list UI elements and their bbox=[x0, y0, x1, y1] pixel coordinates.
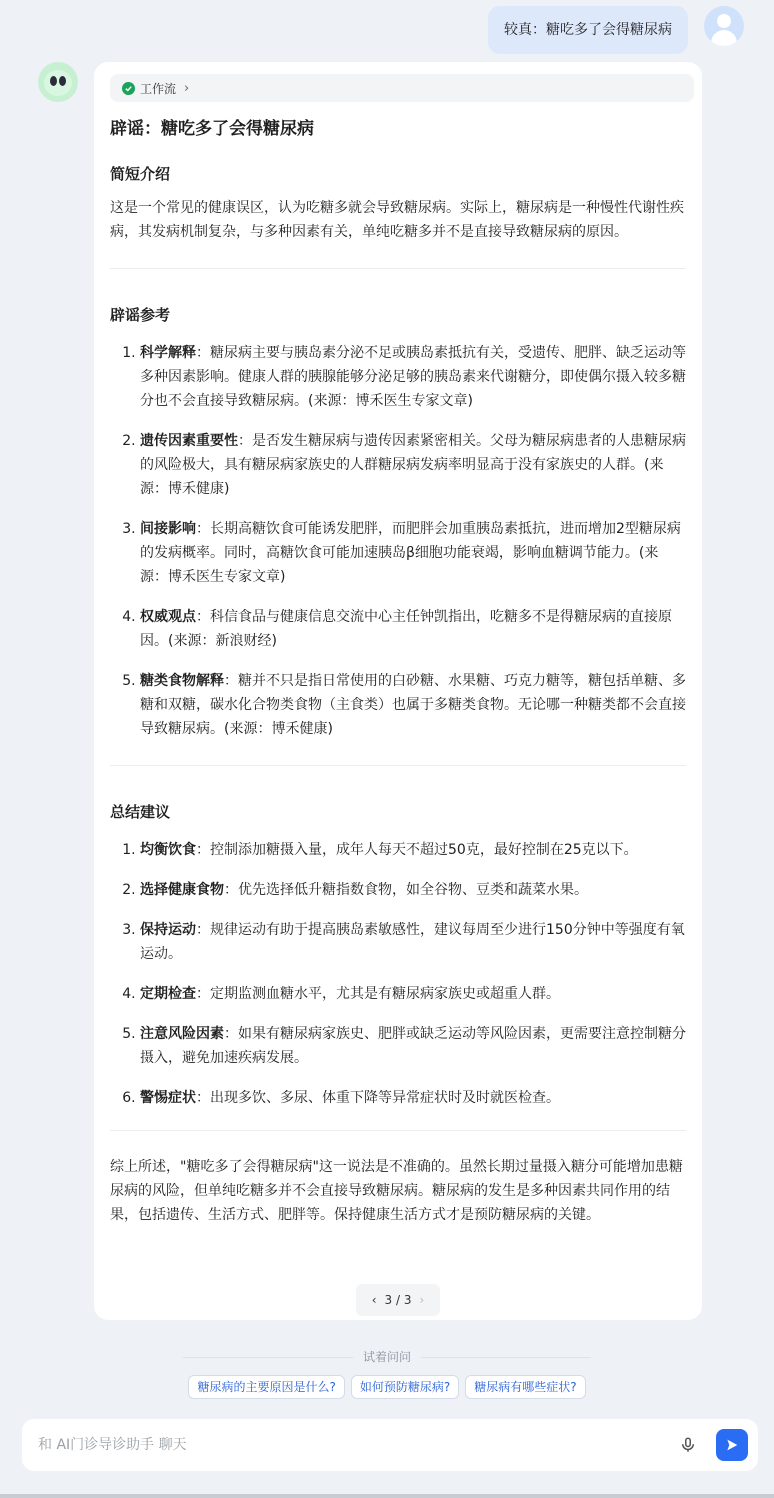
suggestion-chips bbox=[0, 1375, 774, 1399]
refs-list bbox=[110, 341, 686, 741]
advice-heading: 总结建议 bbox=[110, 803, 171, 821]
window-bottom-edge bbox=[0, 1494, 774, 1498]
list-item: 5. 糖类食物解释：糖并不只是指日常使用的白砂糖、水果糖、巧克力糖等，糖包括单糖、多糖和双糖，碳水化合物类食物（主食类）也属于多糖类食物。无论哪一种糖类都不会直接导致糖尿病。(来源：博禾健康) bbox=[140, 669, 686, 741]
suggestion-chip[interactable]: 糖尿病的主要原因是什么? bbox=[188, 1375, 344, 1399]
response-pager bbox=[356, 1284, 440, 1316]
chevron-right-icon: › bbox=[184, 80, 190, 96]
intro-text: 这是一个常见的健康误区，认为吃糖多就会导致糖尿病。实际上，糖尿病是一种慢性代谢性疾病，其发病机制复杂，与多种因素有关，单纯吃糖多并不是直接导致糖尿病的原因。 bbox=[110, 200, 684, 240]
list-item: 5. 注意风险因素：如果有糖尿病家族史、肥胖或缺乏运动等风险因素，更需要注意控制糖分摄入，避免加速疾病发展。 bbox=[140, 1022, 686, 1070]
bot-response-card bbox=[94, 62, 702, 1320]
workflow-toggle[interactable] bbox=[110, 74, 694, 102]
workflow-label: 工作流 bbox=[140, 81, 177, 96]
chat-input[interactable] bbox=[36, 1436, 676, 1454]
list-item: 3. 间接影响：长期高糖饮食可能诱发肥胖，而肥胖会加重胰岛素抵抗，进而增加2型糖尿病的发病概率。同时，高糖饮食可能加速胰岛β细胞功能衰竭，影响血糖调节能力。(来源：博禾医生专家文章) bbox=[140, 517, 686, 589]
advice-list bbox=[110, 838, 686, 1110]
chat-input-bar bbox=[22, 1419, 758, 1471]
suggestion-chip[interactable]: 糖尿病有哪些症状? bbox=[465, 1375, 585, 1399]
suggestions-label: 试着问问 bbox=[362, 1350, 411, 1364]
send-icon[interactable] bbox=[716, 1429, 748, 1461]
suggestions-label-row bbox=[0, 1348, 774, 1365]
check-circle-icon bbox=[122, 82, 135, 95]
list-item: 2. 遗传因素重要性：是否发生糖尿病与遗传因素紧密相关。父母为糖尿病患者的人患糖尿病的风险极大，具有糖尿病家族史的人群糖尿病发病率明显高于没有家族史的人群。(来源：博禾健康) bbox=[140, 429, 686, 501]
response-title: 辟谣：糖吃多了会得糖尿病 bbox=[110, 119, 314, 139]
pager-count: 3 / 3 bbox=[384, 1293, 412, 1307]
list-item: 4. 权威观点：科信食品与健康信息交流中心主任钟凯指出，吃糖多不是得糖尿病的直接原因。(来源：新浪财经) bbox=[140, 605, 686, 653]
list-item: 2. 选择健康食物：优先选择低升糖指数食物，如全谷物、豆类和蔬菜水果。 bbox=[140, 878, 686, 902]
user-message-row bbox=[488, 6, 744, 54]
chevron-right-icon[interactable]: › bbox=[419, 1293, 425, 1307]
bot-avatar bbox=[38, 62, 78, 102]
user-message-bubble: 较真：糖吃多了会得糖尿病 bbox=[488, 6, 688, 54]
refs-heading: 辟谣参考 bbox=[110, 306, 171, 324]
list-item: 3. 保持运动：规律运动有助于提高胰岛素敏感性，建议每周至少进行150分钟中等强度有氧运动。 bbox=[140, 918, 686, 966]
intro-heading: 简短介绍 bbox=[110, 165, 171, 183]
list-item: 1. 均衡饮食：控制添加糖摄入量，成年人每天不超过50克，最好控制在25克以下。 bbox=[140, 838, 686, 862]
list-item: 4. 定期检查：定期监测血糖水平，尤其是有糖尿病家族史或超重人群。 bbox=[140, 982, 686, 1006]
microphone-icon[interactable] bbox=[676, 1433, 700, 1457]
user-avatar bbox=[704, 6, 744, 46]
list-item: 6. 警惕症状：出现多饮、多尿、体重下降等异常症状时及时就医检查。 bbox=[140, 1086, 686, 1110]
list-item: 1. 科学解释：糖尿病主要与胰岛素分泌不足或胰岛素抵抗有关，受遗传、肥胖、缺乏运动等多种因素影响。健康人群的胰腺能够分泌足够的胰岛素来代谢糖分，即使偶尔摄入较多糖分也不会直接导致糖尿病。(来源：博禾医生专家文章) bbox=[140, 341, 686, 413]
suggestion-chip[interactable]: 如何预防糖尿病? bbox=[351, 1375, 459, 1399]
chevron-left-icon[interactable]: ‹ bbox=[371, 1293, 377, 1307]
conclusion-text: 综上所述，"糖吃多了会得糖尿病"这一说法是不准确的。虽然长期过量摄入糖分可能增加患糖尿病的风险，但单纯吃糖多并不会直接导致糖尿病。糖尿病的发生是多种因素共同作用的结果，包括遗传、生活方式、肥胖等。保持健康生活方式才是预防糖尿病的关键。 bbox=[110, 1159, 683, 1223]
